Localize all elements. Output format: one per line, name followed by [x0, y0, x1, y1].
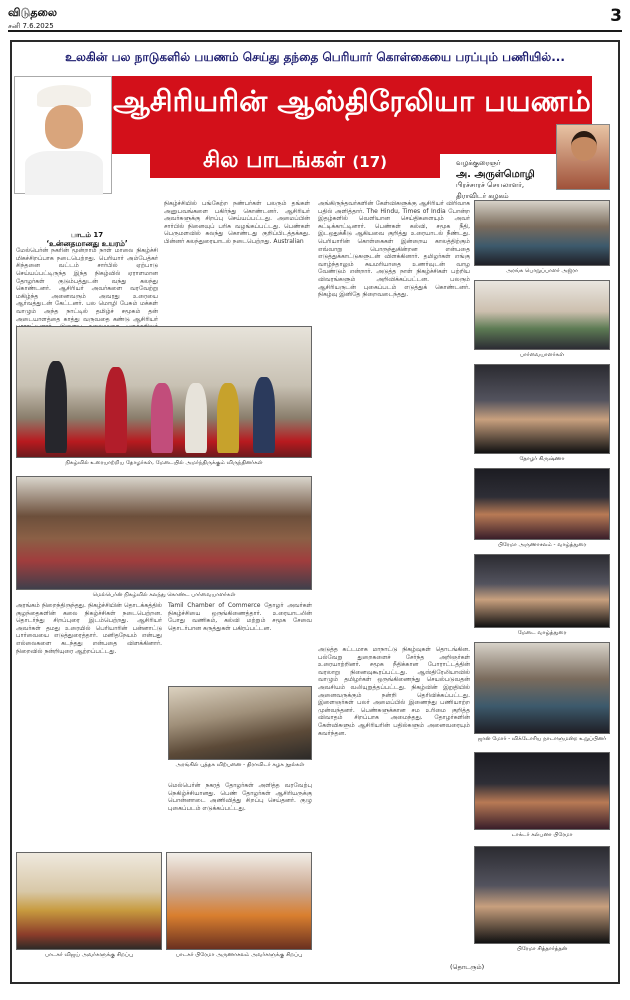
column-1-body: மேல்பெர்ன் நகரின் மூன்றாம் நாள் மாலை நிகழ்ச்சி மிகச்சிறப்பாக நடைபெற்றது. பெரியார் அம்பேத்கர் சிந்தனை வட்டம் சார்பில் ஏற்பாடு செய்யப்பட்டிருந்த இந்த நிகழ்வில் ஏராளமான தோழர்கள் குடும்பத்துடன் வந்து கலந்து கொண்டனர். ஆசிரியர் அவர்களை வரவேற்று மகிழ்ந்த அனைவரும் அவரது உரையை ஆர்வத்துடன் கேட்டனர். பல மொழி பேசும் மக்கள் வாழும் அந்த நாட்டில் தமிழ்ச் சமூகம் தன் அடையாளத்தை காத்து வருவதை கண்டு ஆசிரியர் [16, 247, 158, 323]
page-header [8, 6, 622, 28]
column-3-lower-text: அடுத்த கட்டமாக மாநாட்டு நிகழ்வுகள் தொடங்கின. பல்வேறு துறைகளைச் சேர்ந்த அறிஞர்கள் உரையாற்றினர். சமூக நீதிக்கான போராட்டத்தின் வரலாறு நினைவுகூரப்பட்டது. ஆஸ்திரேலியாவில் வாழும் தமிழர்கள் ஒருங்கிணைந்து செயல்படுவதன் அவசியம் வலியுறுத்தப்பட்டது. நிகழ்வின் இறுதியில் அனைவருக்கும் நன்றி தெரிவிக்கப்பட்டது. இளைஞர்கள் பலர் அமைப்பில் இணைந்து பணியாற்ற முன்வந்தனர். பெண்களுக்கான சம உரிமை குறித்த விவாதம் சிறப்பாக அமைந்தது. தோழர்களின் கேள்விகளும் ஆசிரியரின் பதில்களும் அனைவரையும் கவர்ந்தன. [318, 646, 470, 737]
right-photo-5 [474, 554, 610, 628]
right-photo-8 [474, 846, 610, 944]
caption-right-2: பார்வையாளர்கள் [519, 352, 565, 358]
stage-photo [16, 326, 312, 458]
caption-right-1: அரங்க பொறுப்பாளர் அஜ்ரா [506, 268, 578, 274]
caption-right-8: பிரேமா சித்தார்த்தன் [516, 946, 568, 952]
caption-right-3: தோழர் கிருஷ்ணா [519, 456, 565, 462]
honour-photo-2 [166, 852, 312, 950]
caption-right-4: பிரேமா அருணாசலம் - வாழ்த்துரை [497, 542, 587, 548]
caption-right-7: டாக்டர் கல்பனா பிரேமா [511, 832, 573, 838]
honour-photo-1 [16, 852, 162, 950]
author-organisation: திராவிடர் கழகம் [456, 192, 509, 200]
masthead: விடுதலை [8, 6, 58, 19]
right-photo-7 [474, 752, 610, 830]
caption-book-stall: அரங்கில் புத்தக விற்பனை - திராவிடர் கழக நூல்கள் [175, 762, 305, 768]
right-photo-3 [474, 364, 610, 454]
audience-photo [16, 476, 312, 590]
caption-stage: நிகழ்வில் உரையாற்றிய தோழர்கள், மேடையில் அமர்ந்திருக்கும் விருந்தினர்கள் [65, 460, 263, 466]
right-photo-1 [474, 200, 610, 266]
author-role: வழக்குரைஞர் [456, 159, 501, 167]
book-stall-photo [168, 686, 312, 760]
author-portrait-photo [14, 76, 112, 194]
title-line-2 [150, 148, 440, 178]
right-photo-6 [474, 642, 610, 734]
author-name: அ. அருள்மொழி [456, 169, 535, 180]
part-number: (17) [352, 153, 387, 171]
caption-right-5: மேடை வாழ்த்துரை [517, 630, 567, 636]
issue-date: சனி 7.6.2025 [8, 22, 54, 30]
lesson-title: ‘உன்னதமானது உயரம்’ [46, 238, 128, 248]
lesson-number: பாடம் 17 [70, 232, 104, 239]
column-2-lower-text: Tamil Chamber of Commerce தோழர் அவர்கள் நிகழ்ச்சியை ஒருங்கிணைத்தார். உரையாடலின் போது வணிகம், கல்வி மற்றும் சமூக சேவை தொடர்பான கருத்துகள் பகிரப்பட்டன. [168, 602, 312, 632]
header-rule [8, 30, 622, 32]
caption-right-6: ஜான் மோர் - விக்டோரிய நாடாளுமன்ற உறுப்பினர் [477, 736, 607, 742]
column-3-text: அங்கிருந்தவர்களின் கேள்விகளுக்கு ஆசிரியர் விரிவாக பதில் அளித்தார். The Hindu, Times of India போன்ற இதழ்களில் வெளியான செய்திகளையும் அவர் சுட்டிக்காட்டினார். பெண்கள் கல்வி, சமூக நீதி, இடஒதுக்கீடு ஆகியவை குறித்து உரையாடல் நீண்டது. பெரியாரின் கொள்கைகள் இன்றைய காலத்திற்கும் எவ்வாறு பொருந்துகின்றன என்பதை எடுத்துக்காட்டுகளுடன் விளக்கினார். தமிழர்கள் எங்கு வாழ்ந்தாலும் சுயமரியாதை உணர்வுடன் வாழ வேண்டும் என்றார். அடுத்த நாள் நிகழ்ச்சிகள் பற்றிய விவரங்களும் அறிவிக்கப்பட்டன. பலரும் ஆசிரியருடன் புகைப்படம் எடுத்துக் கொண்டனர். நிகழ்வு இனிதே நிறைவடைந்தது. [318, 200, 470, 299]
column-2-final-text: மெல்பெர்ன் நகரத் தோழர்கள் அளித்த வரவேற்பு நெகிழ்ச்சியானது. பெண் தோழர்கள் ஆசிரியருக்கு பொன்னாடை அணிவித்து சிறப்பு செய்தனர். குழு புகைப்படம் எடுக்கப்பட்டது. [168, 782, 312, 812]
caption-honour-2: பாடகர் பிரேமா அருணாசலம் அவர்களுக்கு சிறப்பு [175, 952, 303, 958]
column-2-text: நிகழ்ச்சியில் பங்கேற்ற நண்பர்கள் பலரும் தங்கள் அனுபவங்களை பகிர்ந்து கொண்டனர். ஆசிரியர் அவர்களுக்கு சிறப்பு செய்யப்பட்டது. அமைப்பின் சார்பில் நினைவுப் பரிசு வழங்கப்பட்டது. பெண்கள் பெருமளவில் கலந்து கொண்டது குறிப்பிடத்தக்கது. பின்னர் கலந்துரையாடல் நடைபெற்றது. Australian [164, 200, 310, 245]
caption-honour-1: பாடகர் விஜய் அவர்களுக்கு சிறப்பு [44, 952, 133, 958]
right-photo-2 [474, 280, 610, 350]
page-number: 3 [610, 6, 622, 26]
title-line-1: ஆசிரியரின் ஆஸ்திரேலியா பயணம் [113, 84, 591, 118]
author-designation: பிரச்சாரச் செயலாளர், [456, 181, 525, 189]
caption-audience: மெல்பெர்ன் நிகழ்வில் கலந்து கொண்ட பார்வையாளர்கள் [92, 592, 236, 598]
right-photo-4 [474, 468, 610, 540]
author-byline [456, 158, 556, 202]
column-1-lower-text: அரங்கம் நிறைந்திருந்தது. நிகழ்ச்சியின் தொடக்கத்தில் குழந்தைகளின் கலை நிகழ்ச்சிகள் நடைபெற்றன. தொடர்ந்து சிறப்புரை இடம்பெற்றது. ஆசிரியர் அவர்கள் தமது உரையில் பெரியாரின் பன்னாட்டு பார்வையை எடுத்துரைத்தார். மனிதநேயம் என்பது எல்லைகளை கடந்தது என்பதை விளக்கினார். நிறைவில் நன்றியுரை ஆற்றப்பட்டது. [16, 602, 162, 655]
kicker-headline: உலகின் பல நாடுகளில் பயணம் செய்து தந்தை பெரியார் கொள்கையை பரப்பும் பணியில்... [65, 50, 565, 64]
author-photo [556, 124, 610, 190]
title-main: சில பாடங்கள் [203, 148, 345, 173]
continued-note: (தொடரும்) [450, 963, 485, 971]
